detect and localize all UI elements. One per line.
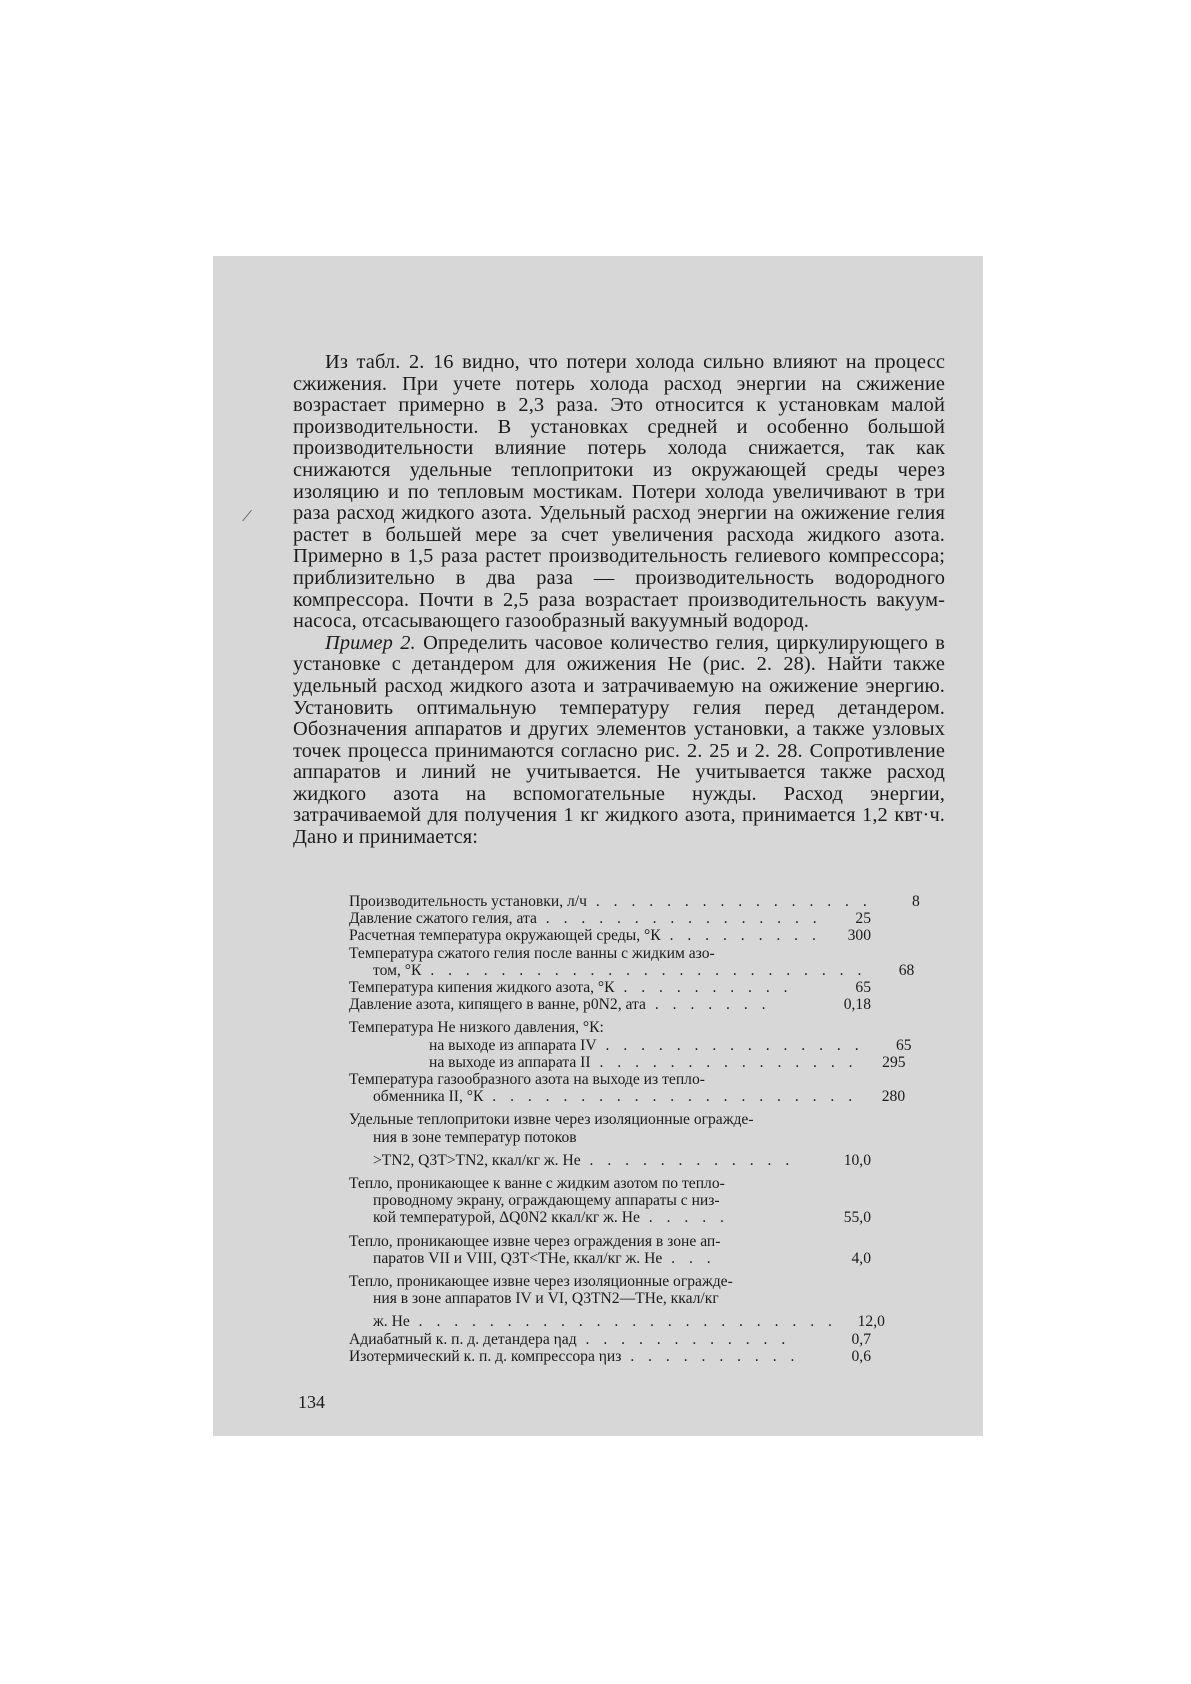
param-value: 0,7 bbox=[851, 1330, 871, 1348]
param-label: ния в зоне аппаратов IV и VI, Q3TN2—THe, ккал/кг bbox=[373, 1290, 719, 1308]
param-value: 55,0 bbox=[843, 1209, 871, 1227]
paragraph: Из табл. 2. 16 видно, что потери холода сильно влияют на процесс сжижения. При учете потерь холода расход энергии на сжижение возрастает примерно в 2,3 раза. Это относится к установкам малой производительности. В установках средней и особенно большой производительности влияние потерь холода снижается, так как снижаются удельные теплопритоки из окружающей среды через изоляцию и по тепловым мостикам. Потери холода увеличивают в три раза расход жидкого азота. Удельный расход энергии на ожижение гелия растет в большей мере за счет увеличения расхода жидкого азота. Примерно в 1,5 раза растет производительность гелиевого компрессора; приблизительно в два раза — производительность водородного компрессора. Почти в 2,5 раза возрастает производительность вакуум-насоса, отсасывающего газообразный вакуумный водород. bbox=[293, 351, 945, 633]
param-value: 10,0 bbox=[843, 1151, 871, 1169]
param-label: кой температурой, ΔQ0N2 ккал/кг ж. Не bbox=[373, 1209, 640, 1227]
param-row: Давление азота, кипящего в ванне, p0N2, ата . . . . . . . 0,18 bbox=[349, 996, 871, 1014]
param-row: >TN2, Q3T>TN2, ккал/кг ж. Не . . . . . . . . . . . . 10,0 bbox=[373, 1151, 871, 1169]
param-row: паратов VII и VIII, Q3T<THe, ккал/кг ж. Не . . . 4,0 bbox=[373, 1249, 871, 1267]
param-label: Температура Не низкого давления, °К: bbox=[349, 1019, 604, 1037]
param-row: кой температурой, ΔQ0N2 ккал/кг ж. Не . . . . . 55,0 bbox=[373, 1209, 871, 1227]
param-value: 65 bbox=[855, 979, 871, 997]
parameter-list bbox=[349, 893, 920, 1365]
param-value: 4,0 bbox=[851, 1249, 871, 1267]
example-text: Определить часовое количество гелия, циркулирующего в установке с детандером для ожижения Не (рис. 2. 28). Найти также удельный расход жидкого азота и затрачиваемую на ожижение энергию. Установить оптимальную температуру гелия перед детандером. Обозначения аппаратов и других элементов установки, а также узловых точек процесса принимаются согласно рис. 2. 25 и 2. 28. Сопротивление аппаратов и линий не учитывается. Не учитывается также расход жидкого азота на вспомогательные нужды. Расход энергии, затрачиваемой для получения 1 кг жидкого азота, принимается 1,2 квт·ч. Дано и принимается: bbox=[293, 631, 946, 849]
param-label: Температура газообразного азота на выходе из тепло- bbox=[349, 1071, 705, 1089]
param-value: 280 bbox=[881, 1088, 906, 1106]
margin-mark: / bbox=[240, 504, 254, 528]
param-value: 68 bbox=[898, 961, 915, 979]
param-label: на выходе из аппарата II bbox=[429, 1053, 591, 1071]
param-value: 25 bbox=[855, 910, 871, 928]
param-label: Тепло, проникающее извне через ограждения в зоне ап- bbox=[349, 1232, 721, 1250]
example-label: Пример 2. bbox=[325, 631, 416, 654]
param-label: Производительность установки, л/ч bbox=[349, 893, 587, 910]
param-label: >TN2, Q3T>TN2, ккал/кг ж. Не bbox=[373, 1151, 581, 1169]
param-label: Тепло, проникающее извне через изоляционные огражде- bbox=[349, 1273, 733, 1291]
param-label: Давление азота, кипящего в ванне, p0N2, ата bbox=[349, 996, 646, 1014]
param-value: 295 bbox=[882, 1053, 906, 1071]
body-text bbox=[293, 352, 945, 849]
param-row: обменника II, °К . . . . . . . . . . . . . . . . . . . . . 280 bbox=[373, 1088, 906, 1106]
param-label: Удельные теплопритоки извне через изоляционные огражде- bbox=[349, 1111, 754, 1129]
param-label: проводному экрану, ограждающему аппараты с низ- bbox=[373, 1192, 720, 1210]
param-row: Адиабатный к. п. д. детандера ηад . . . . . . . . . . . . 0,7 bbox=[349, 1330, 871, 1348]
param-row: на выходе из аппарата II . . . . . . . . . . . . . . . 295 bbox=[429, 1053, 906, 1071]
param-value: 0,6 bbox=[851, 1347, 871, 1365]
param-label: Давление сжатого гелия, ата bbox=[349, 910, 537, 928]
param-value: 300 bbox=[847, 927, 871, 945]
param-label: на выходе из аппарата IV bbox=[429, 1036, 597, 1054]
param-label: том, °К bbox=[373, 961, 422, 979]
param-row: Давление сжатого гелия, ата . . . . . . . . . . . . . . . . 25 bbox=[349, 910, 871, 928]
param-label: Температура кипения жидкого азота, °К bbox=[349, 979, 615, 997]
param-label: Тепло, проникающее к ванне с жидким азотом по тепло- bbox=[349, 1175, 725, 1193]
param-row: ж. Не . . . . . . . . . . . . . . . . . . . . . . . . 12,0 bbox=[373, 1313, 885, 1331]
param-value: 0,18 bbox=[843, 996, 871, 1014]
param-label: ж. Не bbox=[373, 1313, 410, 1331]
param-label: Температура сжатого гелия после ванны с жидким азо- bbox=[349, 944, 715, 962]
param-label: Адиабатный к. п. д. детандера ηад bbox=[349, 1330, 577, 1348]
paragraph bbox=[293, 633, 945, 849]
param-label: ния в зоне температур потоков bbox=[373, 1128, 577, 1146]
param-value: 8 bbox=[911, 893, 920, 910]
param-label: Изотермический к. п. д. компрессора ηиз bbox=[349, 1347, 622, 1365]
param-row: том, °К . . . . . . . . . . . . . . . . . . . . . . . . . 68 bbox=[373, 961, 915, 979]
param-row: Температура кипения жидкого азота, °К . . . . . . . . . . 65 bbox=[349, 979, 871, 997]
page-number: 134 bbox=[298, 1392, 325, 1412]
param-label: обменника II, °К bbox=[373, 1088, 484, 1106]
param-row: Расчетная температура окружающей среды, °К . . . . . . . . . 300 bbox=[349, 927, 871, 945]
param-row: на выходе из аппарата IV . . . . . . . . . . . . . . . 65 bbox=[429, 1036, 912, 1054]
param-value: 12,0 bbox=[857, 1313, 885, 1331]
param-value: 65 bbox=[896, 1036, 912, 1054]
param-label: Расчетная температура окружающей среды, °К bbox=[349, 927, 661, 945]
param-row: Изотермический к. п. д. компрессора ηиз . . . . . . . . . . 0,6 bbox=[349, 1347, 871, 1365]
param-row: Производительность установки, л/ч . . . . . . . . . . . . . . . . 8 bbox=[349, 893, 920, 910]
param-label: паратов VII и VIII, Q3T<THe, ккал/кг ж. Не bbox=[373, 1249, 663, 1267]
